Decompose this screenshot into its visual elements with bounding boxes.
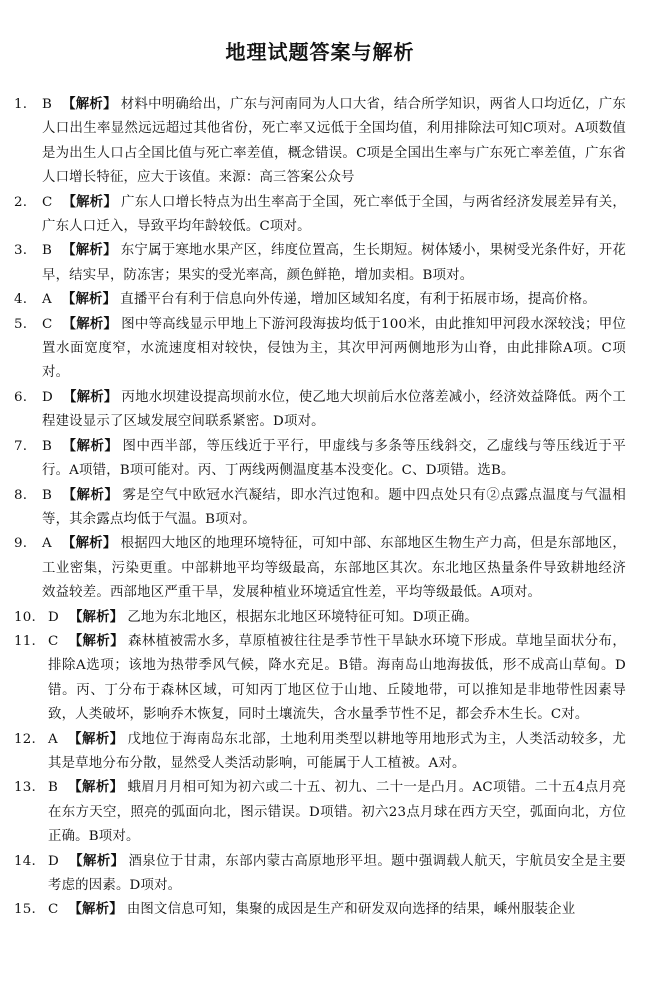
answer-item <box>14 93 626 191</box>
item-answer: B <box>42 243 53 259</box>
item-text: 由图文信息可知，集聚的成因是生产和研发双向选择的结果，嵊州服装企业 <box>126 902 576 918</box>
answer-item <box>14 288 626 312</box>
item-number: 8. <box>14 487 28 503</box>
item-answer: D <box>48 853 59 869</box>
answer-item <box>14 191 626 240</box>
item-text: 图中西半部，等压线近于平行，甲虚线与多条等压线斜交，乙虚线与等压线近于平行。A项错，B项可能对。丙、丁两线两侧温度基本没变化。C、D项错。选B。 <box>42 438 626 479</box>
item-number: 5. <box>14 316 28 332</box>
analysis-tag: 【解析】 <box>62 487 119 503</box>
item-answer: D <box>42 389 53 405</box>
item-answer: B <box>42 487 53 503</box>
item-number: 2. <box>14 194 28 210</box>
item-number: 14. <box>14 853 36 869</box>
analysis-tag: 【解析】 <box>67 731 124 747</box>
item-answer: B <box>42 438 53 454</box>
answer-item <box>14 850 626 899</box>
analysis-tag: 【解析】 <box>68 633 125 649</box>
item-answer: B <box>42 97 53 112</box>
item-number: 6. <box>14 389 28 405</box>
item-text: 东宁属于寒地水果产区，纬度位置高，生长期短。树体矮小，果树受光条件好，开花早，结实早，防冻害；果实的受光率高，颜色鲜艳，增加卖相。B项对。 <box>42 243 626 283</box>
item-text: 根据四大地区的地理环境特征，可知中部、东部地区生物生产力高，但是东部地区，工业密集，污染更重。中部耕地平均等级最高，东部地区其次。东北地区热量条件导致耕地经济效益较差。西部地区严重干旱，发展种植业环境适宜性差，平均等级最低。A项对。 <box>42 536 626 601</box>
item-text: 酒泉位于甘肃，东部内蒙古高原地形平坦。题中强调载人航天，宇航员安全是主要考虑的因素。D项对。 <box>48 853 626 893</box>
item-answer: C <box>42 194 53 210</box>
item-text: 雾是空气中欧冠水汽凝结，即水汽过饱和。题中四点处只有②点露点温度与气温相等，其余露点均低于气温。B项对。 <box>42 487 626 527</box>
item-number: 4. <box>14 292 28 308</box>
answer-item <box>14 484 626 533</box>
analysis-tag: 【解析】 <box>68 609 124 625</box>
analysis-tag: 【解析】 <box>68 902 123 918</box>
item-number: 13. <box>14 780 36 796</box>
answer-item <box>14 606 626 630</box>
item-text: 蛾眉月月相可知为初六或二十五、初九、二十一是凸月。AC项错。二十五4点月亮在东方天空，照亮的弧面向北，图示错误。D项错。初六23点月球在西方天空，弧面向北，方位正确。B项对。 <box>48 780 626 845</box>
answer-item <box>14 313 626 386</box>
item-number: 11. <box>14 633 36 649</box>
item-text: 丙地水坝建设提高坝前水位，使乙地大坝前后水位落差减小，经济效益降低。两个工程建设显示了区域发展空间联系紧密。D项对。 <box>42 389 626 430</box>
item-number: 12. <box>14 731 36 747</box>
item-number: 9. <box>14 536 28 552</box>
item-number: 10. <box>14 609 36 625</box>
item-text: 材料中明确给出，广东与河南同为人口大省，结合所学知识，两省人口均近亿，广东人口出生率显然远远超过其他省份，死亡率又远低于全国均值，利用排除法可知C项对。A项数值是为出生人口占全国比值与死亡率差值，概念错误。C项是全国出生率与广东死亡率差值，广东省人口增长特征，应大于该值。来源：高三答案公众号 <box>42 97 626 186</box>
analysis-tag: 【解析】 <box>62 389 118 405</box>
analysis-tag: 【解析】 <box>62 194 118 210</box>
answer-item <box>14 532 626 605</box>
analysis-tag: 【解析】 <box>61 536 117 552</box>
item-number: 15. <box>14 902 36 918</box>
answer-item <box>14 386 626 435</box>
answer-item <box>14 239 626 288</box>
item-answer: C <box>48 902 59 918</box>
analysis-tag: 【解析】 <box>68 780 124 796</box>
page-title: 地理试题答案与解析 <box>225 40 415 64</box>
answer-item <box>14 630 626 728</box>
item-answer: C <box>48 633 59 649</box>
item-answer: A <box>42 292 52 308</box>
analysis-tag: 【解析】 <box>68 853 125 869</box>
analysis-tag: 【解析】 <box>62 438 119 454</box>
item-number: 3. <box>14 243 28 259</box>
item-answer: B <box>48 780 59 796</box>
item-text: 直播平台有利于信息向外传递，增加区域知名度，有利于拓展市场，提高价格。 <box>120 292 596 308</box>
item-number: 1. <box>14 97 28 112</box>
analysis-tag: 【解析】 <box>62 97 117 112</box>
answer-item <box>14 776 626 849</box>
answer-item <box>14 435 626 484</box>
item-answer: D <box>48 609 59 625</box>
item-text: 图中等高线显示甲地上下游河段海拔均低于100米，由此推知甲河段水深较浅；甲位置水面宽度窄，水流速度相对较快，侵蚀为主，其次甲河两侧地形为山脊，由此排除A项。C项对。 <box>42 316 626 381</box>
item-number: 7. <box>14 438 28 454</box>
item-text: 乙地为东北地区，根据东北地区环境特征可知。D项正确。 <box>127 609 479 625</box>
item-answer: A <box>48 731 58 747</box>
answer-item <box>14 728 626 777</box>
item-answer: C <box>42 316 53 332</box>
analysis-tag: 【解析】 <box>62 316 118 332</box>
analysis-tag: 【解析】 <box>62 243 117 259</box>
item-text: 森林植被需水多，草原植被往往是季节性干旱缺水环境下形成。草地呈面状分布，排除A选项；该地为热带季风气候，降水充足。B错。海南岛山地海拔低，形不成高山草甸。D错。丙、丁分布于森林区域，可知丙丁地区位于山地、丘陵地带，可以推知是非地带性因素导致，人类破坏，影响乔木恢复，同时土壤流失，含水量季节性不足，都会乔木生长。C对。 <box>48 633 626 723</box>
item-text: 戊地位于海南岛东北部，土地利用类型以耕地等用地形式为主，人类活动较多，尤其是草地分布分散，显然受人类活动影响，可能属于人工植被。A对。 <box>48 731 626 771</box>
analysis-tag: 【解析】 <box>61 292 117 308</box>
item-answer: A <box>42 536 52 552</box>
answer-item <box>14 898 626 922</box>
item-text: 广东人口增长特点为出生率高于全国，死亡率低于全国，与两省经济发展差异有关，广东人口迁入，导致平均年龄较低。C项对。 <box>42 194 626 235</box>
